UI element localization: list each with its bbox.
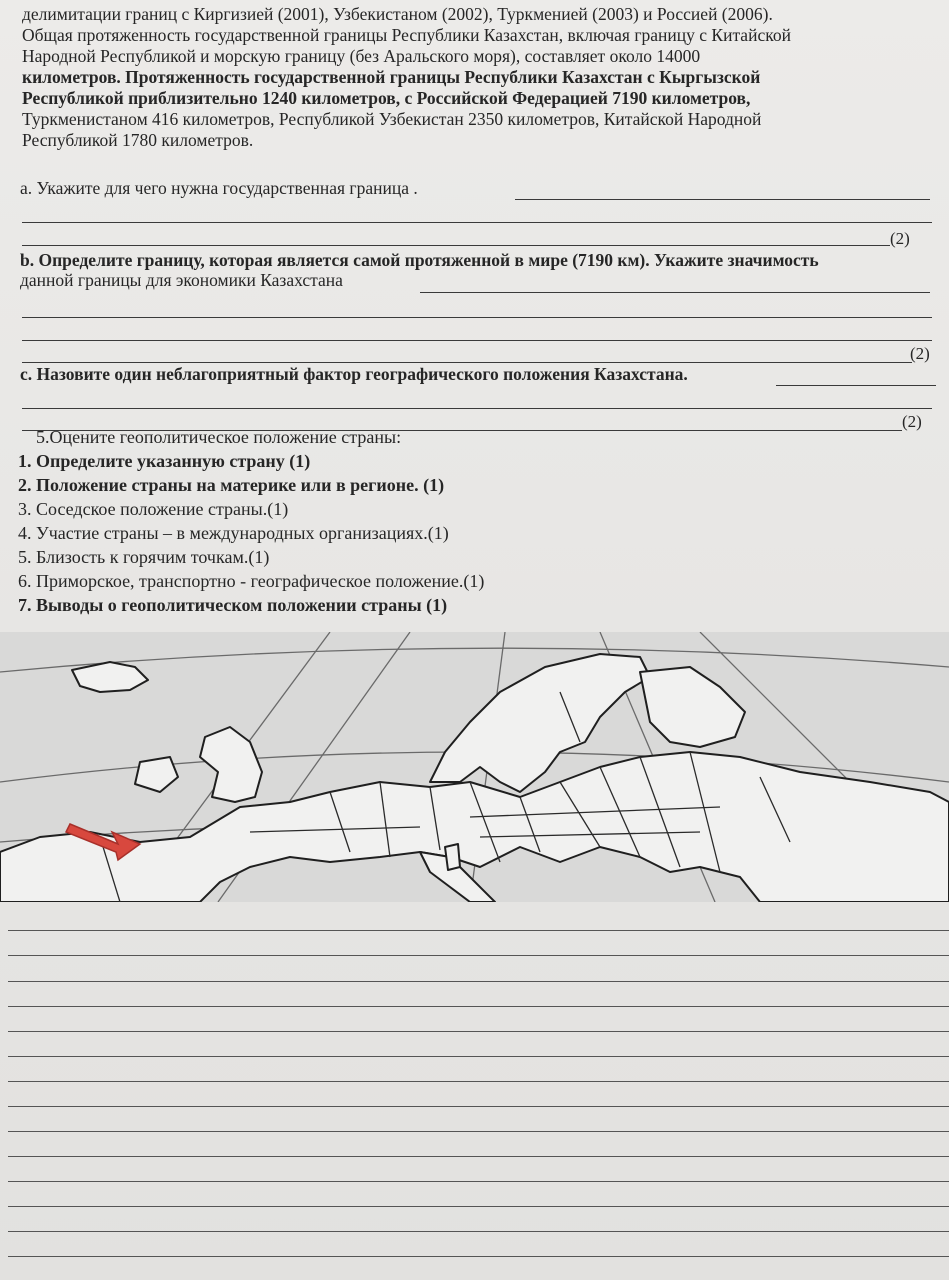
writing-line-2[interactable] [8,955,949,956]
intro-line-5: Республикой приблизительно 1240 километров, с Российской Федерацией 7190 километров, [22,88,751,108]
intro-text [22,4,937,151]
intro-line-1: делимитации границ с Киргизией (2001), Узбекистаном (2002), Туркменией (2003) и Россией (2006). [22,4,773,24]
answer-line-a3[interactable] [22,245,890,246]
task5-item-1: 1. Определите указанную страну (1) [18,451,311,471]
answer-line-a2[interactable] [22,222,932,223]
answer-line-b1[interactable] [420,292,930,293]
writing-line-12[interactable] [8,1206,949,1207]
task5-item-2: 2. Положение страны на материке или в регионе. (1) [18,475,445,495]
points-c: (2) [902,412,922,431]
writing-line-13[interactable] [8,1231,949,1232]
europe-outline-map [0,632,949,902]
question-b-line-2: данной границы для экономики Казахстана [20,270,343,290]
intro-line-7: Республикой 1780 километров. [22,130,254,150]
writing-line-11[interactable] [8,1181,949,1182]
answer-line-b4[interactable] [22,362,912,363]
writing-line-5[interactable] [8,1031,949,1032]
writing-line-7[interactable] [8,1081,949,1082]
writing-line-8[interactable] [8,1106,949,1107]
task5-item-4: 4. Участие страны – в международных организациях.(1) [18,523,449,543]
intro-line-2: Общая протяженность государственной границы Республики Казахстан, включая границу с Китайской [22,25,791,45]
task5-item-3: 3. Соседское положение страны.(1) [18,499,289,519]
answer-line-c2[interactable] [22,408,932,409]
writing-line-10[interactable] [8,1156,949,1157]
writing-line-9[interactable] [8,1131,949,1132]
question-c: c. Назовите один неблагоприятный фактор географического положения Казахстана. [20,364,688,384]
task5-item-5: 5. Близость к горячим точкам.(1) [18,547,270,567]
task5-item-7: 7. Выводы о геополитическом положении страны (1) [18,595,448,615]
writing-line-1[interactable] [8,930,949,931]
answer-line-a1[interactable] [515,199,930,200]
task5-item-6: 6. Приморское, транспортно - географическое положение.(1) [18,571,485,591]
answer-line-c1[interactable] [776,385,936,386]
intro-line-3: Народной Республикой и морскую границу (без Аральского моря), составляет около 14000 [22,46,701,66]
question-a: a. Укажите для чего нужна государственная граница . [20,178,418,198]
answer-line-b2[interactable] [22,317,932,318]
writing-line-4[interactable] [8,1006,949,1007]
task5-list [18,425,484,617]
writing-line-6[interactable] [8,1056,949,1057]
intro-line-4: километров. Протяженность государственной границы Республики Казахстан с Кыргызской [22,67,761,87]
answer-line-b3[interactable] [22,340,932,341]
writing-line-14[interactable] [8,1256,949,1257]
points-a: (2) [890,229,910,248]
points-b: (2) [910,344,930,363]
question-b-line-1: b. Определите границу, которая является самой протяженной в мире (7190 км). Укажите значимость [20,250,819,270]
task5-title: 5.Оцените геополитическое положение страны: [36,427,402,447]
writing-line-3[interactable] [8,981,949,982]
intro-line-6: Туркменистаном 416 километров, Республикой Узбекистан 2350 километров, Китайской Народной [22,109,762,129]
